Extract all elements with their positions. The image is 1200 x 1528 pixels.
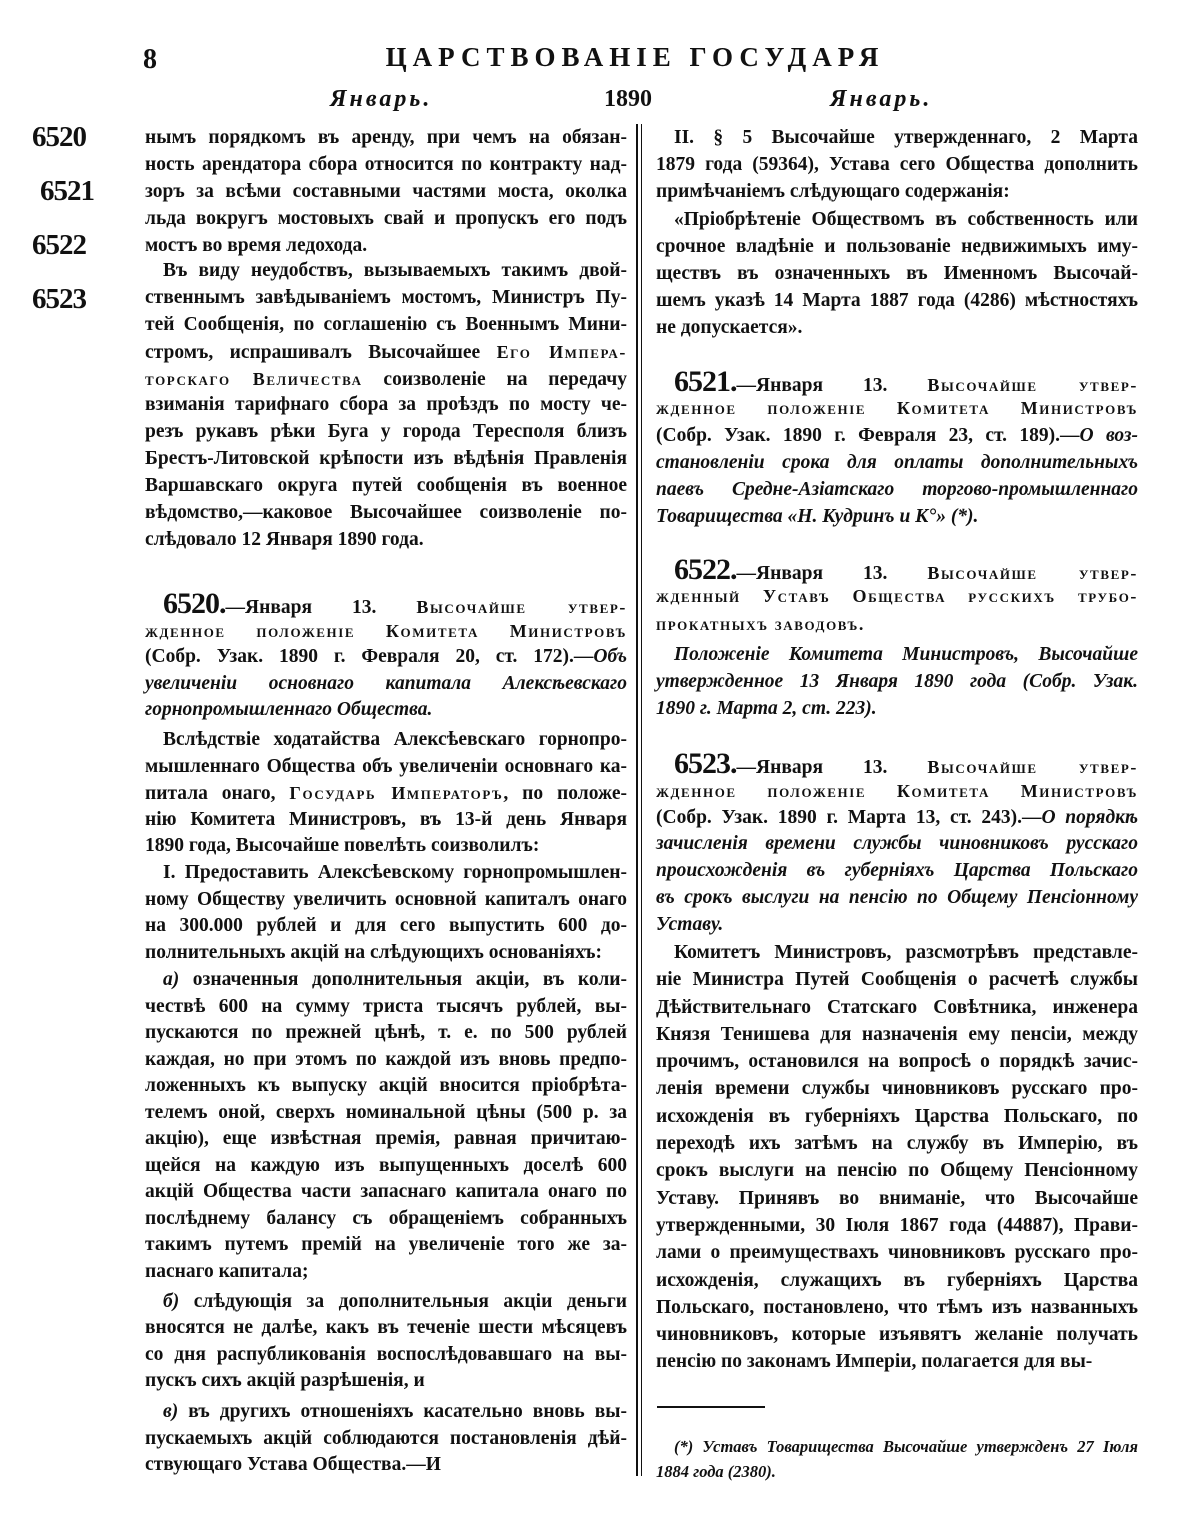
text-line [145, 780, 627, 807]
italic-text: паевъ Средне-Азіатскаго торгово-промышленнаго [656, 479, 1138, 500]
margin-number: 6521 [40, 175, 94, 207]
text-line [145, 1399, 627, 1426]
paragraph [145, 124, 627, 259]
text-line: ственнымъ завѣдываніемъ мостомъ, Министръ Пу- [145, 286, 627, 308]
text-line: пускаются по прежней цѣнѣ, т. е. по 500 рублей [145, 1022, 627, 1043]
text-segment: (Собр. Узак. 1890 г. Февраля 20, ст. 172).— [145, 646, 594, 667]
text-line: Въ виду неудобствъ, вызываемыхъ такимъ двой- [163, 260, 627, 281]
text-line [145, 587, 627, 620]
text-line: Дѣйствительнаго Статскаго Совѣтника, инженера [656, 996, 1138, 1018]
italic-text: въ срокъ выслуги на пенсію по Общему Пенсіонному [656, 886, 1138, 908]
margin-number: 6522 [32, 229, 86, 261]
text-line: акцію), еще извѣстная премія, равная причитаю- [145, 1128, 627, 1149]
text-line: II. § 5 Высочайше утвержденнаго, 2 Марта [674, 127, 1138, 148]
text-line: Брестъ-Литовской крѣпости изъ вѣдѣнія Правленія [145, 448, 627, 470]
italic-text: а) [163, 969, 180, 990]
text-line [145, 967, 627, 994]
column-divider [641, 124, 642, 1476]
footnote-rule [657, 1406, 765, 1408]
text-line: Комитетъ Министровъ, разсмотрѣвъ представле- [674, 942, 1138, 963]
text-line: мостъ во время ледохода. [145, 235, 368, 256]
paragraph [145, 1289, 627, 1395]
text-line: ніе Министра Путей Сообщенія о расчетѣ службы [656, 969, 1138, 991]
text-segment: питала онаго, [145, 783, 290, 805]
text-segment: (Собр. Узак. 1890 г. Февраля 23, ст. 189).— [656, 425, 1080, 446]
text-line: ному Обществу увеличить основной капиталъ онаго [145, 888, 627, 910]
text-line [145, 671, 627, 698]
footnote-line: 1884 года (2380). [656, 1462, 776, 1481]
text-line: шемъ указѣ 14 Марта 1887 года (4286) мѣстностяхъ [656, 290, 1138, 311]
text-line: вѣдомство,—каковое Высочайшее соизволеніе по- [145, 502, 627, 524]
article-number: 6523. [674, 747, 737, 780]
month-right: Январь. [830, 86, 933, 112]
text-line [656, 422, 1138, 449]
paragraph [145, 1399, 627, 1479]
italic-text: Товарищества «Н. Кудринъ и К°» (*). [656, 506, 979, 527]
text-line: послѣднему балансу съ обращеніемъ собранныхъ [145, 1207, 627, 1229]
margin-number: 6523 [32, 283, 86, 315]
text-line: Уставу. Принявъ во вниманіе, что Высочайше [656, 1187, 1138, 1209]
text-line [656, 503, 1138, 530]
text-line: утвержденное 13 Января 1890 года (Собр. Узак. [656, 671, 1138, 692]
paragraph [145, 587, 627, 724]
text-line [656, 778, 1138, 805]
text-line [656, 611, 1138, 638]
text-line: Положеніе Комитета Министровъ, Высочайше [674, 644, 1138, 665]
text-line [145, 618, 627, 645]
article-number: 6522. [674, 553, 737, 586]
text-line: ложенныхъ къ выпуску акцій вносится пріобрѣта- [145, 1075, 627, 1096]
text-line [656, 805, 1138, 832]
text-line: 1890 года, Высочайше повелѣть соизволилъ: [145, 835, 540, 857]
text-line: льда вокругъ мостовыхъ свай и пропускъ его подъ [145, 208, 627, 229]
column-divider [636, 124, 638, 1476]
text-line [656, 912, 1138, 939]
spaced-text: прокатныхъ заводовъ. [656, 613, 866, 634]
spaced-text: жденное положеніе Комитета Министровъ [145, 620, 627, 641]
text-line [145, 339, 627, 366]
spaced-text: Государь Императоръ [289, 783, 504, 804]
text-segment: стромъ, испрашивалъ Высочайшее [145, 341, 497, 363]
text-segment: (Собр. Узак. 1890 г. Марта 13, ст. 243).— [656, 806, 1042, 828]
paragraph [145, 258, 627, 554]
paragraph [656, 365, 1138, 530]
paragraph [145, 727, 627, 860]
italic-text: О воз- [1079, 425, 1138, 446]
text-line: взиманія тарифнаго сбора за проѣздъ по мосту че- [145, 394, 627, 416]
text-line: Вслѣдствіе ходатайства Алексѣевскаго горнопро- [163, 729, 627, 750]
paragraph [656, 747, 1139, 939]
text-line: зоръ за всѣми составными частями моста, околка [145, 181, 627, 202]
text-segment: въ другихъ отношеніяхъ касательно вновь вы- [178, 1401, 627, 1422]
text-segment: —Января 13. [225, 597, 417, 618]
text-line [656, 449, 1138, 476]
text-segment: —Января 13. [736, 375, 928, 396]
text-line: не допускается». [656, 317, 803, 338]
text-line: 1879 года (59364), Устава сего Общества дополнить [656, 154, 1138, 175]
text-line: резъ рукавъ рѣки Буга у города Тересполя близъ [145, 421, 627, 443]
text-line [145, 644, 627, 671]
text-line: слѣдовало 12 Января 1890 года. [145, 528, 424, 550]
text-line: Варшавскаго округа путей сообщенія въ военное [145, 475, 627, 497]
margin-number: 6520 [32, 121, 86, 153]
spaced-text: торскаго Величества [145, 368, 363, 389]
italic-text: происхожденія въ губерніяхъ Царства Польскаго [656, 860, 1138, 882]
spaced-text: жденный Уставъ Общества русскихъ трубо- [656, 586, 1138, 607]
running-title: ЦАРСТВОВАНІЕ ГОСУДАРЯ [385, 42, 885, 72]
text-line: ленія времени службы чиновниковъ русскаго про- [656, 1078, 1138, 1100]
text-line: ствующаго Устава Общества.—И [145, 1454, 441, 1475]
text-line: щейся на каждую изъ выпущенныхъ доселѣ 600 [145, 1154, 627, 1176]
text-line: чиновниковъ, которые изъявятъ желаніе получать [656, 1324, 1138, 1346]
text-line: пускъ сихъ акцій разрѣшенія, и [145, 1370, 425, 1392]
text-line: исхожденія въ губерніяхъ Царства Польскаго, по [656, 1105, 1138, 1127]
text-line: ществъ въ означенныхъ въ Именномъ Высочай- [656, 263, 1138, 284]
text-line: Польскаго, постановлено, что тѣмъ изъ названныхъ [656, 1296, 1138, 1318]
footnote [656, 1434, 1138, 1484]
text-line [656, 747, 1138, 780]
spaced-text: Высочайше утвер- [416, 597, 627, 617]
italic-text: горнопромышленнаго Общества. [145, 699, 433, 720]
page-number: 8 [143, 44, 157, 75]
paragraph [656, 641, 1138, 722]
text-line: переходѣ ихъ затѣмъ на службу въ Имперію, въ [656, 1133, 1138, 1155]
spaced-text: жденное положеніе Комитета Министровъ [656, 398, 1138, 418]
paragraph [656, 124, 1138, 205]
text-line [145, 1289, 627, 1315]
spaced-text: Высочайше утвер- [927, 375, 1138, 395]
italic-text: зачисленія времени службы чиновниковъ русскаго [656, 833, 1138, 855]
italic-text: увеличеніи основнаго капитала Алексѣевскаго [145, 672, 627, 694]
text-line: вносятся не далѣе, какъ въ теченіе шести мѣсяцевъ [145, 1317, 627, 1339]
italic-text: О порядкѣ [1041, 806, 1139, 828]
text-line: тей Сообщенія, по соглашенію съ Военнымъ Мини- [145, 313, 627, 335]
text-line [656, 476, 1138, 503]
paragraph [656, 553, 1138, 638]
paragraph [656, 206, 1138, 341]
text-line: нію Комитета Министровъ, въ 13-й день Января [145, 808, 627, 830]
text-line: примѣчаніемъ слѣдующаго содержанія: [656, 181, 1010, 202]
spaced-text: Высочайше утвер- [927, 757, 1138, 777]
footnote-line: (*) Уставъ Товарищества Высочайше утвержденъ 27 Іюля [674, 1437, 1138, 1456]
month-left: Январь. [330, 86, 433, 112]
text-line: акцій Общества части запаснаго капитала онаго по [145, 1181, 627, 1202]
paragraph [656, 939, 1138, 1376]
text-line [656, 365, 1138, 398]
text-line: полнительныхъ акцій на слѣдующихъ основаніяхъ: [145, 941, 602, 963]
text-line [656, 395, 1138, 422]
text-line [145, 366, 627, 393]
text-line: нымъ порядкомъ въ аренду, при чемъ на обязан- [145, 127, 627, 148]
text-line [656, 583, 1138, 610]
spaced-text: Высочайше утвер- [927, 563, 1138, 583]
text-line: срокъ выслуги на пенсію по Общему Пенсіонному [656, 1160, 1138, 1182]
text-line: на 300.000 рублей и для сего выпустить 600 до- [145, 915, 627, 937]
article-number: 6521. [674, 365, 737, 398]
spaced-text: жденное положеніе Комитета Министровъ [656, 780, 1138, 801]
text-segment: соизволеніе на передачу [362, 368, 627, 390]
text-line: телемъ оной, сверхъ номинальной цѣны (500 р. за [145, 1101, 627, 1123]
text-line: «Пріобрѣтеніе Обществомъ въ собственность или [674, 209, 1138, 230]
italic-text: становленіи срока для оплаты дополнительныхъ [656, 452, 1138, 473]
text-line: каждая, но при этомъ по каждой изъ вновь предпо- [145, 1048, 627, 1070]
italic-text: б) [163, 1291, 180, 1312]
text-line: 1890 г. Марта 2, ст. 223). [656, 698, 877, 719]
text-line: срочное владѣніе и пользованіе недвижимыхъ иму- [656, 236, 1138, 257]
italic-text: Уставу. [656, 913, 724, 935]
paragraph [145, 860, 627, 966]
text-segment: слѣдующія за дополнительныя акціи деньги [179, 1291, 627, 1312]
article-number: 6520. [163, 587, 226, 620]
text-line: чествѣ 600 на сумму триста тысячъ рублей, вы- [145, 995, 627, 1017]
text-segment: означенныя дополнительныя акціи, въ коли- [179, 969, 627, 990]
text-line [656, 858, 1138, 885]
text-segment: , по положе- [503, 783, 627, 805]
text-line: пенсію по законамъ Имперіи, полагается для вы- [656, 1351, 1093, 1373]
italic-text: в) [163, 1401, 179, 1422]
year: 1890 [604, 86, 652, 112]
spaced-text: Его Импера- [496, 341, 627, 362]
text-line [656, 553, 1138, 586]
text-line [656, 831, 1138, 858]
text-segment: —Января 13. [736, 563, 928, 584]
text-line: прочимъ, остановился на вопросѣ о порядкѣ зачис- [656, 1051, 1138, 1073]
text-line: Князя Тенишева для назначенія ему пенсіи, между [656, 1023, 1138, 1045]
text-line: со дня распубликованія воспослѣдовавшаго на вы- [145, 1343, 627, 1365]
text-line [145, 697, 627, 724]
paragraph [145, 967, 627, 1285]
text-segment: —Января 13. [736, 757, 928, 778]
text-line: ность арендатора сбора относится по контракту над- [145, 154, 627, 175]
italic-text: Объ [593, 646, 627, 667]
text-line: исхожденія, служащихъ въ губерніяхъ Царства [656, 1269, 1138, 1291]
text-line: мышленнаго Общества объ увеличеніи основнаго ка- [145, 755, 627, 777]
text-line [656, 885, 1138, 912]
text-line: утвержденными, 30 Іюля 1867 года (44887), Прави- [656, 1214, 1138, 1236]
text-line: лами о преимуществахъ чиновниковъ русскаго про- [656, 1242, 1138, 1264]
text-line: паснаго капитала; [145, 1260, 309, 1282]
text-line: пускаемыхъ акцій соблюдаются постановленія дѣй- [145, 1427, 627, 1449]
text-line: такимъ путемъ премій на увеличеніе того же за- [145, 1234, 627, 1255]
text-line: I. Предоставить Алексѣевскому горнопромышлен- [163, 862, 627, 883]
